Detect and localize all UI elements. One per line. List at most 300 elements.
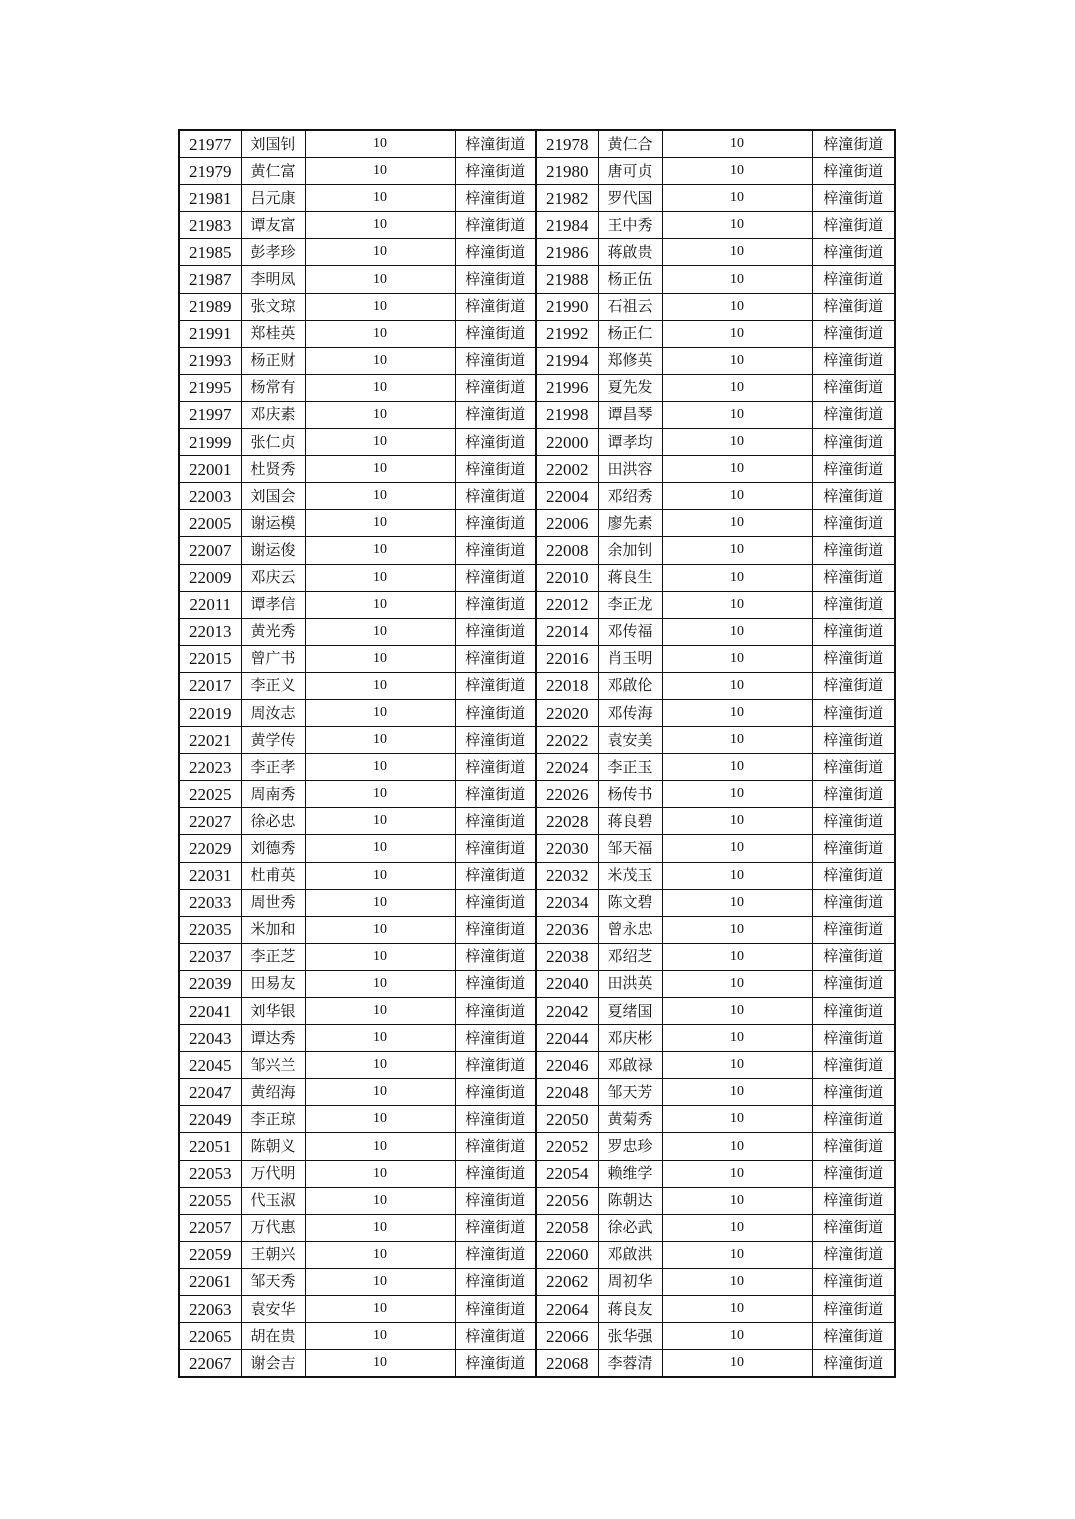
- amount-value: 10: [662, 429, 812, 456]
- person-name: 刘德秀: [241, 835, 305, 862]
- record-id: 22023: [179, 754, 241, 781]
- amount-value: 10: [305, 1133, 455, 1160]
- street-name: 梓潼街道: [455, 212, 536, 239]
- street-name: 梓潼街道: [812, 862, 895, 889]
- person-name: 陈文碧: [598, 889, 662, 916]
- amount-value: 10: [662, 401, 812, 428]
- street-name: 梓潼街道: [812, 1052, 895, 1079]
- record-id: 22052: [536, 1133, 598, 1160]
- street-name: 梓潼街道: [455, 1052, 536, 1079]
- street-name: 梓潼街道: [455, 1079, 536, 1106]
- record-id: 22041: [179, 998, 241, 1025]
- amount-value: 10: [662, 347, 812, 374]
- person-name: 杜贤秀: [241, 456, 305, 483]
- record-id: 22029: [179, 835, 241, 862]
- record-id: 22035: [179, 916, 241, 943]
- amount-value: 10: [305, 1079, 455, 1106]
- amount-value: 10: [305, 1296, 455, 1323]
- person-name: 周世秀: [241, 889, 305, 916]
- person-name: 李正义: [241, 672, 305, 699]
- table-row: [179, 401, 895, 428]
- amount-value: 10: [305, 618, 455, 645]
- street-name: 梓潼街道: [812, 564, 895, 591]
- street-name: 梓潼街道: [455, 808, 536, 835]
- person-name: 田易友: [241, 970, 305, 997]
- amount-value: 10: [305, 510, 455, 537]
- street-name: 梓潼街道: [812, 1241, 895, 1268]
- amount-value: 10: [305, 320, 455, 347]
- amount-value: 10: [662, 645, 812, 672]
- amount-value: 10: [662, 591, 812, 618]
- record-id: 21980: [536, 158, 598, 185]
- person-name: 张仁贞: [241, 429, 305, 456]
- street-name: 梓潼街道: [812, 1350, 895, 1378]
- amount-value: 10: [662, 1323, 812, 1350]
- street-name: 梓潼街道: [812, 1160, 895, 1187]
- record-id: 22054: [536, 1160, 598, 1187]
- street-name: 梓潼街道: [812, 889, 895, 916]
- table-row: [179, 212, 895, 239]
- street-name: 梓潼街道: [455, 483, 536, 510]
- table-row: [179, 998, 895, 1025]
- amount-value: 10: [662, 130, 812, 158]
- record-id: 21981: [179, 185, 241, 212]
- person-name: 李正芝: [241, 943, 305, 970]
- record-id: 22059: [179, 1241, 241, 1268]
- street-name: 梓潼街道: [455, 239, 536, 266]
- amount-value: 10: [305, 781, 455, 808]
- street-name: 梓潼街道: [455, 347, 536, 374]
- street-name: 梓潼街道: [455, 1214, 536, 1241]
- street-name: 梓潼街道: [455, 1323, 536, 1350]
- street-name: 梓潼街道: [812, 1106, 895, 1133]
- street-name: 梓潼街道: [455, 401, 536, 428]
- roster-table: [178, 129, 896, 1378]
- record-id: 21987: [179, 266, 241, 293]
- person-name: 米茂玉: [598, 862, 662, 889]
- amount-value: 10: [662, 1187, 812, 1214]
- person-name: 李正玉: [598, 754, 662, 781]
- street-name: 梓潼街道: [812, 672, 895, 699]
- record-id: 22013: [179, 618, 241, 645]
- amount-value: 10: [305, 537, 455, 564]
- person-name: 陈朝义: [241, 1133, 305, 1160]
- street-name: 梓潼街道: [455, 781, 536, 808]
- record-id: 22051: [179, 1133, 241, 1160]
- record-id: 21984: [536, 212, 598, 239]
- record-id: 21991: [179, 320, 241, 347]
- record-id: 21996: [536, 374, 598, 401]
- street-name: 梓潼街道: [812, 781, 895, 808]
- table-row: [179, 1241, 895, 1268]
- person-name: 夏先发: [598, 374, 662, 401]
- table-row: [179, 618, 895, 645]
- table-row: [179, 1025, 895, 1052]
- person-name: 邓传福: [598, 618, 662, 645]
- street-name: 梓潼街道: [812, 699, 895, 726]
- table-row: [179, 754, 895, 781]
- amount-value: 10: [305, 158, 455, 185]
- roster-body: [179, 130, 895, 1377]
- table-row: [179, 970, 895, 997]
- record-id: 22062: [536, 1268, 598, 1295]
- record-id: 22039: [179, 970, 241, 997]
- street-name: 梓潼街道: [812, 483, 895, 510]
- street-name: 梓潼街道: [812, 1187, 895, 1214]
- record-id: 22037: [179, 943, 241, 970]
- table-row: [179, 347, 895, 374]
- person-name: 黄仁富: [241, 158, 305, 185]
- amount-value: 10: [662, 1241, 812, 1268]
- amount-value: 10: [305, 672, 455, 699]
- record-id: 22061: [179, 1268, 241, 1295]
- street-name: 梓潼街道: [455, 916, 536, 943]
- record-id: 22002: [536, 456, 598, 483]
- record-id: 22033: [179, 889, 241, 916]
- person-name: 邹天秀: [241, 1268, 305, 1295]
- person-name: 彭孝珍: [241, 239, 305, 266]
- record-id: 21989: [179, 293, 241, 320]
- street-name: 梓潼街道: [455, 672, 536, 699]
- record-id: 22043: [179, 1025, 241, 1052]
- record-id: 21998: [536, 401, 598, 428]
- person-name: 周初华: [598, 1268, 662, 1295]
- table-row: [179, 537, 895, 564]
- record-id: 22030: [536, 835, 598, 862]
- record-id: 22060: [536, 1241, 598, 1268]
- record-id: 22024: [536, 754, 598, 781]
- person-name: 刘华银: [241, 998, 305, 1025]
- amount-value: 10: [662, 916, 812, 943]
- person-name: 王中秀: [598, 212, 662, 239]
- record-id: 22010: [536, 564, 598, 591]
- street-name: 梓潼街道: [812, 754, 895, 781]
- street-name: 梓潼街道: [455, 1160, 536, 1187]
- record-id: 22047: [179, 1079, 241, 1106]
- street-name: 梓潼街道: [812, 320, 895, 347]
- person-name: 黄学传: [241, 727, 305, 754]
- record-id: 22032: [536, 862, 598, 889]
- person-name: 罗代国: [598, 185, 662, 212]
- person-name: 黄仁合: [598, 130, 662, 158]
- table-row: [179, 185, 895, 212]
- street-name: 梓潼街道: [455, 1106, 536, 1133]
- amount-value: 10: [305, 1350, 455, 1378]
- street-name: 梓潼街道: [812, 943, 895, 970]
- street-name: 梓潼街道: [455, 1187, 536, 1214]
- record-id: 22058: [536, 1214, 598, 1241]
- person-name: 郑桂英: [241, 320, 305, 347]
- person-name: 廖先素: [598, 510, 662, 537]
- street-name: 梓潼街道: [455, 537, 536, 564]
- person-name: 徐必忠: [241, 808, 305, 835]
- table-row: [179, 1160, 895, 1187]
- person-name: 李蓉清: [598, 1350, 662, 1378]
- amount-value: 10: [305, 1052, 455, 1079]
- table-row: [179, 239, 895, 266]
- record-id: 22017: [179, 672, 241, 699]
- person-name: 谭孝信: [241, 591, 305, 618]
- record-id: 22057: [179, 1214, 241, 1241]
- person-name: 袁安华: [241, 1296, 305, 1323]
- amount-value: 10: [662, 618, 812, 645]
- amount-value: 10: [305, 456, 455, 483]
- amount-value: 10: [662, 699, 812, 726]
- record-id: 22000: [536, 429, 598, 456]
- person-name: 谢运模: [241, 510, 305, 537]
- person-name: 邹天福: [598, 835, 662, 862]
- record-id: 22036: [536, 916, 598, 943]
- record-id: 21992: [536, 320, 598, 347]
- street-name: 梓潼街道: [812, 401, 895, 428]
- amount-value: 10: [662, 1025, 812, 1052]
- amount-value: 10: [305, 266, 455, 293]
- person-name: 王朝兴: [241, 1241, 305, 1268]
- person-name: 蒋啟贵: [598, 239, 662, 266]
- amount-value: 10: [305, 185, 455, 212]
- record-id: 21990: [536, 293, 598, 320]
- person-name: 谭友富: [241, 212, 305, 239]
- person-name: 肖玉明: [598, 645, 662, 672]
- record-id: 22034: [536, 889, 598, 916]
- amount-value: 10: [662, 1296, 812, 1323]
- person-name: 蒋良碧: [598, 808, 662, 835]
- record-id: 22053: [179, 1160, 241, 1187]
- street-name: 梓潼街道: [812, 645, 895, 672]
- person-name: 杨正仁: [598, 320, 662, 347]
- street-name: 梓潼街道: [812, 1323, 895, 1350]
- street-name: 梓潼街道: [812, 510, 895, 537]
- person-name: 张文琼: [241, 293, 305, 320]
- person-name: 蒋良生: [598, 564, 662, 591]
- street-name: 梓潼街道: [455, 618, 536, 645]
- street-name: 梓潼街道: [455, 591, 536, 618]
- record-id: 22038: [536, 943, 598, 970]
- amount-value: 10: [305, 916, 455, 943]
- amount-value: 10: [305, 401, 455, 428]
- amount-value: 10: [662, 998, 812, 1025]
- record-id: 21994: [536, 347, 598, 374]
- record-id: 22065: [179, 1323, 241, 1350]
- table-row: [179, 510, 895, 537]
- street-name: 梓潼街道: [812, 998, 895, 1025]
- table-row: [179, 564, 895, 591]
- street-name: 梓潼街道: [455, 158, 536, 185]
- person-name: 袁安美: [598, 727, 662, 754]
- street-name: 梓潼街道: [455, 889, 536, 916]
- record-id: 22056: [536, 1187, 598, 1214]
- person-name: 李正琼: [241, 1106, 305, 1133]
- street-name: 梓潼街道: [455, 1241, 536, 1268]
- street-name: 梓潼街道: [455, 862, 536, 889]
- record-id: 21982: [536, 185, 598, 212]
- table-row: [179, 781, 895, 808]
- amount-value: 10: [662, 1052, 812, 1079]
- person-name: 周南秀: [241, 781, 305, 808]
- street-name: 梓潼街道: [812, 293, 895, 320]
- amount-value: 10: [662, 1268, 812, 1295]
- record-id: 21977: [179, 130, 241, 158]
- street-name: 梓潼街道: [812, 1296, 895, 1323]
- amount-value: 10: [662, 185, 812, 212]
- street-name: 梓潼街道: [455, 727, 536, 754]
- table-row: [179, 645, 895, 672]
- amount-value: 10: [305, 1323, 455, 1350]
- person-name: 李明凤: [241, 266, 305, 293]
- person-name: 邓庆彬: [598, 1025, 662, 1052]
- street-name: 梓潼街道: [812, 130, 895, 158]
- record-id: 22022: [536, 727, 598, 754]
- amount-value: 10: [305, 347, 455, 374]
- street-name: 梓潼街道: [812, 239, 895, 266]
- amount-value: 10: [662, 1133, 812, 1160]
- amount-value: 10: [305, 1106, 455, 1133]
- street-name: 梓潼街道: [812, 537, 895, 564]
- amount-value: 10: [305, 1214, 455, 1241]
- table-row: [179, 429, 895, 456]
- record-id: 22064: [536, 1296, 598, 1323]
- street-name: 梓潼街道: [812, 1079, 895, 1106]
- person-name: 邓啟禄: [598, 1052, 662, 1079]
- amount-value: 10: [305, 998, 455, 1025]
- amount-value: 10: [305, 970, 455, 997]
- table-row: [179, 1106, 895, 1133]
- street-name: 梓潼街道: [812, 185, 895, 212]
- record-id: 22028: [536, 808, 598, 835]
- person-name: 米加和: [241, 916, 305, 943]
- amount-value: 10: [662, 1160, 812, 1187]
- record-id: 22055: [179, 1187, 241, 1214]
- street-name: 梓潼街道: [812, 916, 895, 943]
- street-name: 梓潼街道: [455, 754, 536, 781]
- street-name: 梓潼街道: [455, 943, 536, 970]
- table-row: [179, 727, 895, 754]
- person-name: 邓绍芝: [598, 943, 662, 970]
- street-name: 梓潼街道: [812, 456, 895, 483]
- table-row: [179, 943, 895, 970]
- amount-value: 10: [305, 130, 455, 158]
- table-row: [179, 1323, 895, 1350]
- street-name: 梓潼街道: [455, 429, 536, 456]
- amount-value: 10: [305, 727, 455, 754]
- street-name: 梓潼街道: [455, 645, 536, 672]
- amount-value: 10: [305, 1025, 455, 1052]
- street-name: 梓潼街道: [455, 374, 536, 401]
- person-name: 邓啟洪: [598, 1241, 662, 1268]
- amount-value: 10: [305, 889, 455, 916]
- amount-value: 10: [662, 1350, 812, 1378]
- street-name: 梓潼街道: [455, 1025, 536, 1052]
- street-name: 梓潼街道: [812, 429, 895, 456]
- street-name: 梓潼街道: [812, 1268, 895, 1295]
- amount-value: 10: [662, 456, 812, 483]
- street-name: 梓潼街道: [455, 1350, 536, 1378]
- record-id: 22016: [536, 645, 598, 672]
- amount-value: 10: [305, 835, 455, 862]
- person-name: 邓传海: [598, 699, 662, 726]
- amount-value: 10: [305, 645, 455, 672]
- street-name: 梓潼街道: [812, 1025, 895, 1052]
- amount-value: 10: [662, 564, 812, 591]
- person-name: 万代明: [241, 1160, 305, 1187]
- amount-value: 10: [662, 374, 812, 401]
- person-name: 刘国会: [241, 483, 305, 510]
- person-name: 谢运俊: [241, 537, 305, 564]
- person-name: 杜甫英: [241, 862, 305, 889]
- person-name: 黄光秀: [241, 618, 305, 645]
- person-name: 夏绪国: [598, 998, 662, 1025]
- record-id: 22031: [179, 862, 241, 889]
- amount-value: 10: [305, 699, 455, 726]
- record-id: 21978: [536, 130, 598, 158]
- amount-value: 10: [305, 239, 455, 266]
- amount-value: 10: [662, 293, 812, 320]
- record-id: 22068: [536, 1350, 598, 1378]
- record-id: 22018: [536, 672, 598, 699]
- record-id: 22004: [536, 483, 598, 510]
- record-id: 22067: [179, 1350, 241, 1378]
- record-id: 22007: [179, 537, 241, 564]
- amount-value: 10: [305, 754, 455, 781]
- amount-value: 10: [662, 1106, 812, 1133]
- amount-value: 10: [662, 727, 812, 754]
- amount-value: 10: [305, 591, 455, 618]
- street-name: 梓潼街道: [455, 1296, 536, 1323]
- street-name: 梓潼街道: [455, 266, 536, 293]
- record-id: 22005: [179, 510, 241, 537]
- table-row: [179, 374, 895, 401]
- record-id: 22008: [536, 537, 598, 564]
- amount-value: 10: [662, 510, 812, 537]
- street-name: 梓潼街道: [455, 293, 536, 320]
- amount-value: 10: [662, 1214, 812, 1241]
- record-id: 22009: [179, 564, 241, 591]
- amount-value: 10: [305, 564, 455, 591]
- table-row: [179, 699, 895, 726]
- person-name: 杨传书: [598, 781, 662, 808]
- amount-value: 10: [662, 158, 812, 185]
- street-name: 梓潼街道: [812, 266, 895, 293]
- street-name: 梓潼街道: [812, 1214, 895, 1241]
- table-row: [179, 158, 895, 185]
- person-name: 陈朝达: [598, 1187, 662, 1214]
- person-name: 谭达秀: [241, 1025, 305, 1052]
- street-name: 梓潼街道: [812, 1133, 895, 1160]
- person-name: 曾永忠: [598, 916, 662, 943]
- amount-value: 10: [305, 293, 455, 320]
- street-name: 梓潼街道: [812, 212, 895, 239]
- amount-value: 10: [662, 889, 812, 916]
- table-row: [179, 889, 895, 916]
- record-id: 22027: [179, 808, 241, 835]
- person-name: 胡在贵: [241, 1323, 305, 1350]
- record-id: 22011: [179, 591, 241, 618]
- street-name: 梓潼街道: [455, 510, 536, 537]
- street-name: 梓潼街道: [455, 835, 536, 862]
- street-name: 梓潼街道: [812, 808, 895, 835]
- record-id: 22050: [536, 1106, 598, 1133]
- street-name: 梓潼街道: [455, 185, 536, 212]
- person-name: 石祖云: [598, 293, 662, 320]
- record-id: 21993: [179, 347, 241, 374]
- table-row: [179, 1268, 895, 1295]
- person-name: 田洪英: [598, 970, 662, 997]
- person-name: 郑修英: [598, 347, 662, 374]
- amount-value: 10: [662, 835, 812, 862]
- record-id: 21979: [179, 158, 241, 185]
- record-id: 21988: [536, 266, 598, 293]
- amount-value: 10: [305, 1268, 455, 1295]
